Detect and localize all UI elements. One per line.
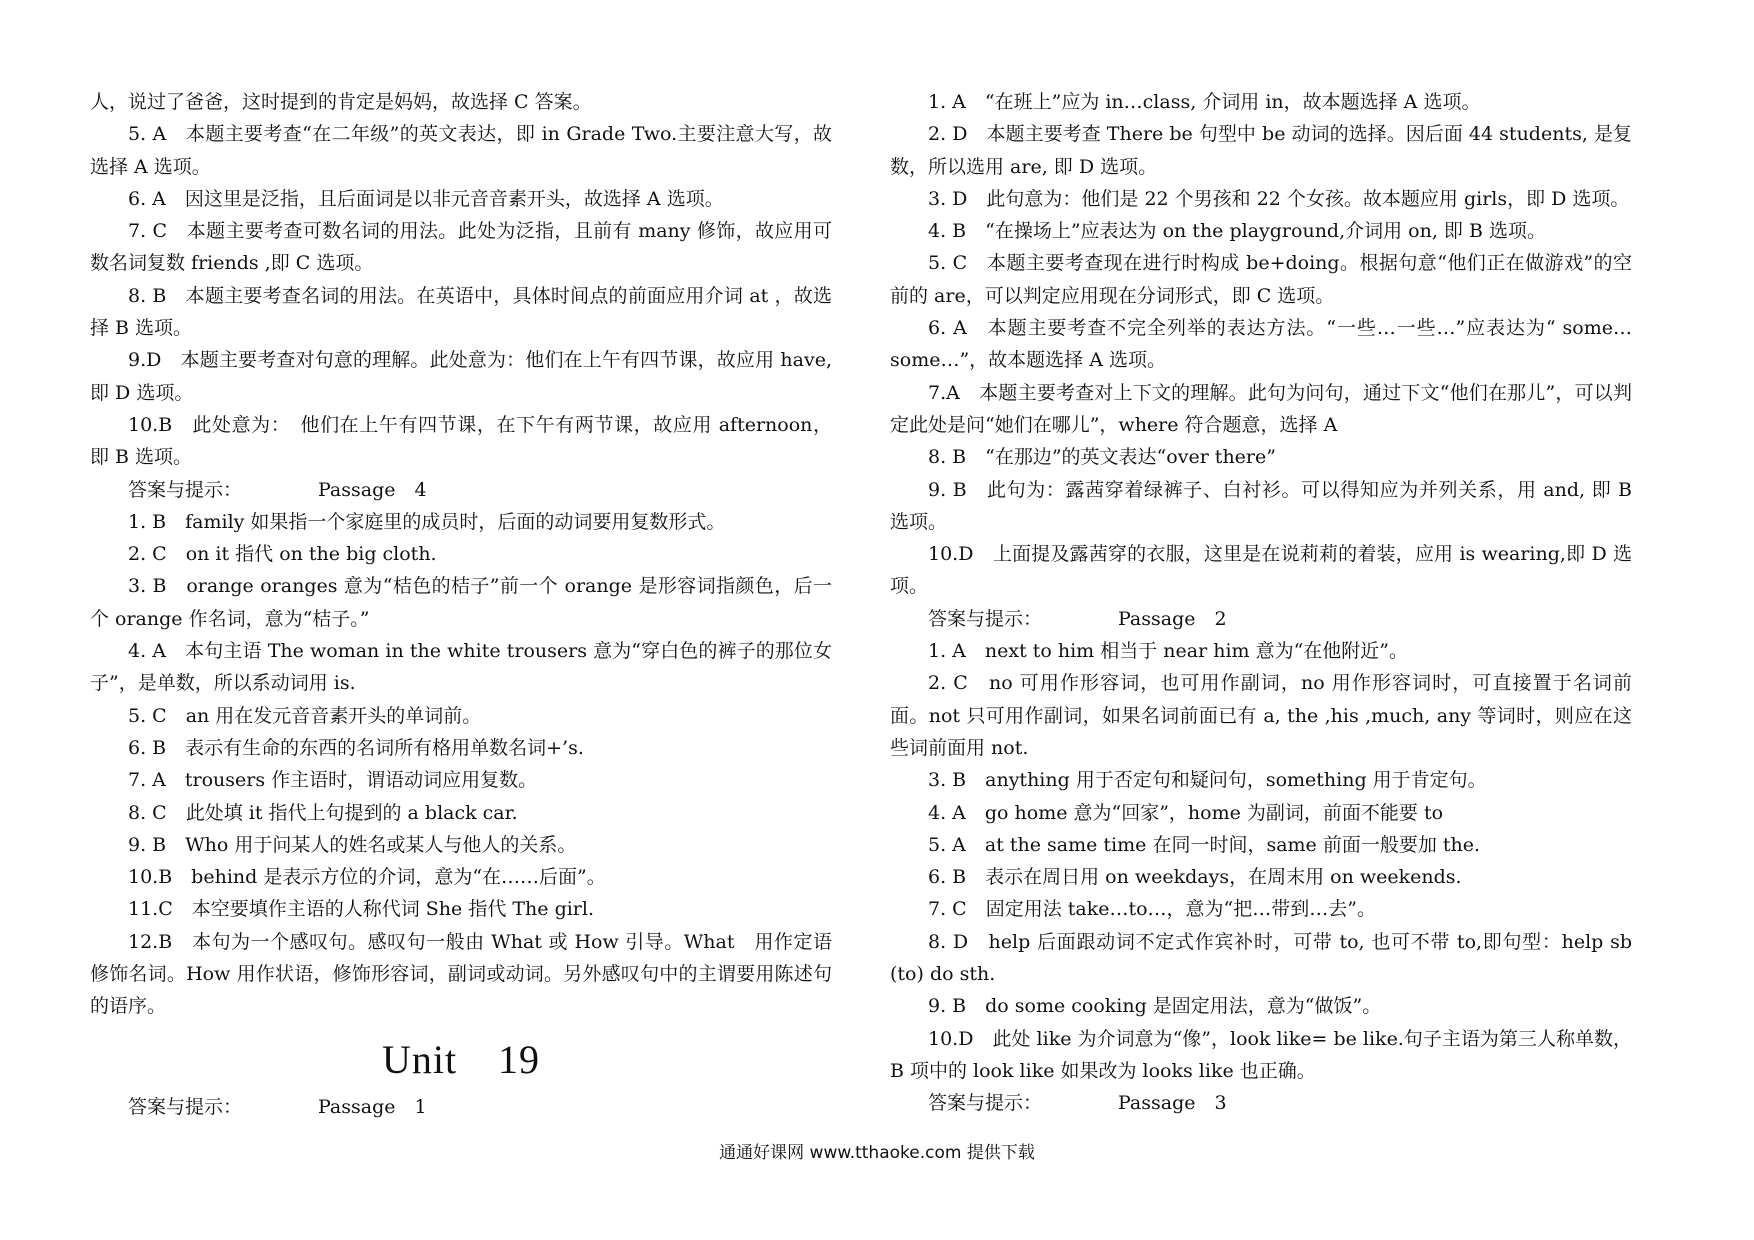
answer-paragraph: 3. D 此句意为：他们是 22 个男孩和 22 个女孩。故本题应用 girls，即 D 选项。 <box>928 187 1630 210</box>
left-answers-b <box>90 506 832 1023</box>
answer-paragraph: 9.D 本题主要考查对句意的理解。此处意为：他们在上午有四节课，故应用 have,即 D 选项。 <box>90 349 832 404</box>
answer-paragraph: 5. A at the same time 在同一时间，same 前面一般要加 the. <box>928 833 1481 856</box>
answer-paragraph: 9. B do some cooking 是固定用法，意为“做饭”。 <box>928 995 1382 1018</box>
answer-paragraph: 1. B family 如果指一个家庭里的成员时，后面的动词要用复数形式。 <box>128 510 726 533</box>
answer-paragraph: 8. D help 后面跟动词不定式作宾补时，可带 to, 也可不带 to,即句型：help sb (to) do sth. <box>890 930 1632 986</box>
answer-paragraph: 10.B 此处意为： 他们在上午有四节课，在下午有两节课，故应用 afternoon，即 B 选项。 <box>90 413 832 469</box>
answer-paragraph: 6. A 因这里是泛指，且后面词是以非元音音素开头，故选择 A 选项。 <box>128 187 724 210</box>
answer-paragraph: 3. B anything 用于否定句和疑问句，something 用于肯定句。 <box>928 769 1487 792</box>
answer-paragraph: 1. A next to him 相当于 near him 意为“在他附近”。 <box>928 640 1409 663</box>
answer-paragraph: 5. C 本题主要考查现在进行时构成 be+doing。根据句意“他们正在做游戏”的空前的 are，可以判定应用现在分词形式，即 C 选项。 <box>890 252 1632 307</box>
passage3-heading <box>890 1087 1632 1119</box>
answer-paragraph: 7. C 固定用法 take…to…，意为“把…带到…去”。 <box>928 898 1376 921</box>
answer-paragraph: 9. B 此句为：露茜穿着绿裤子、白衬衫。可以得知应为并列关系，用 and, 即 B 选项。 <box>890 478 1632 533</box>
answer-paragraph: 8. B 本题主要考查名词的用法。在英语中，具体时间点的前面应用介词 at ，故选择 B 选项。 <box>90 284 832 340</box>
left-column <box>90 86 832 1123</box>
answer-paragraph: 4. A 本句主语 The woman in the white trousers 意为“穿白色的裤子的那位女子”，是单数，所以系动词用 is. <box>90 640 832 695</box>
answer-hint-label: 答案与提示： <box>928 607 1043 630</box>
answer-paragraph: 5. C an 用在发元音音素开头的单词前。 <box>128 704 482 727</box>
answer-paragraph: 5. A 本题主要考查“在二年级”的英文表达，即 in Grade Two.主要注意大写，故选择 A 选项。 <box>90 123 832 178</box>
answer-paragraph: 6. A 本题主要考查不完全列举的表达方法。“一些…一些…”应表达为“ some…some…”，故本题选择 A 选项。 <box>890 317 1632 372</box>
answer-paragraph: 11.C 本空要填作主语的人称代词 She 指代 The girl. <box>128 898 595 921</box>
answer-paragraph: 7. A trousers 作主语时，谓语动词应用复数。 <box>128 769 538 792</box>
passage-title: Passage 1 <box>318 1095 427 1118</box>
right-answers-b <box>890 635 1632 1087</box>
answer-paragraph: 10.B behind 是表示方位的介词，意为“在……后面”。 <box>128 866 606 889</box>
answer-paragraph: 7. C 本题主要考查可数名词的用法。此处为泛指，且前有 many 修饰，故应用可数名词复数 friends ,即 C 选项。 <box>90 220 832 275</box>
passage4-heading <box>90 474 832 506</box>
answer-paragraph: 6. B 表示在周日用 on weekdays，在周末用 on weekends. <box>928 866 1462 889</box>
answer-paragraph: 人，说过了爸爸，这时提到的肯定是妈妈，故选择 C 答案。 <box>90 91 592 113</box>
answer-paragraph: 8. B “在那边”的英文表达“over there” <box>928 446 1276 469</box>
passage-title: Passage 3 <box>1118 1092 1227 1115</box>
passage2-heading <box>890 603 1632 635</box>
answer-paragraph: 12.B 本句为一个感叹句。感叹句一般由 What 或 How 引导。What 用作定语修饰名词。How 用作状语，修饰形容词，副词或动词。另外感叹句中的主谓要用陈述句的语序。 <box>90 930 832 1018</box>
answer-paragraph: 7.A 本题主要考查对上下文的理解。此句为问句，通过下文“他们在那儿”，可以判定此处是问“她们在哪儿”，where 符合题意，选择 A <box>890 381 1632 436</box>
answer-paragraph: 4. A go home 意为“回家”，home 为副词，前面不能要 to <box>928 801 1444 824</box>
answer-paragraph: 2. C no 可用作形容词，也可用作副词，no 用作形容词时，可直接置于名词前面。not 只可用作副词，如果名词前面已有 a, the ,his ,much, any 等词时，则应在这些词前面用 not. <box>890 672 1632 759</box>
answer-paragraph: 9. B Who 用于问某人的姓名或某人与他人的关系。 <box>128 833 577 856</box>
answer-paragraph: 3. B orange oranges 意为“桔色的桔子”前一个 orange 是形容词指颜色，后一个 orange 作名词，意为“桔子。” <box>90 575 832 630</box>
answer-paragraph: 2. C on it 指代 on the big cloth. <box>128 543 437 566</box>
answer-paragraph: 10.D 上面提及露茜穿的衣服，这里是在说莉莉的着装，应用 is wearing,即 D 选项。 <box>890 543 1632 598</box>
answer-hint-label: 答案与提示： <box>128 1095 243 1118</box>
answer-hint-label: 答案与提示： <box>928 1092 1043 1115</box>
right-column <box>890 86 1632 1120</box>
right-answers-a <box>890 86 1632 603</box>
answer-paragraph: 4. B “在操场上”应表达为 on the playground,介词用 on, 即 B 选项。 <box>928 220 1546 243</box>
page-footer: 通通好课网 www.tthaoke.com 提供下载 <box>719 1143 1035 1163</box>
unit-heading: Unit 19 <box>381 1036 541 1082</box>
passage-title: Passage 2 <box>1118 607 1227 630</box>
answer-paragraph: 10.D 此处 like 为介词意为“像”，look like= be like.句子主语为第三人称单数，B 项中的 look like 如果改为 looks like 也正确。 <box>890 1027 1632 1082</box>
answer-paragraph: 8. C 此处填 it 指代上句提到的 a black car. <box>128 801 518 824</box>
answer-paragraph: 1. A “在班上”应为 in…class, 介词用 in，故本题选择 A 选项。 <box>928 91 1481 113</box>
left-answers-a <box>90 86 832 474</box>
passage1-heading <box>90 1091 832 1123</box>
answer-hint-label: 答案与提示： <box>128 478 243 501</box>
answer-paragraph: 2. D 本题主要考查 There be 句型中 be 动词的选择。因后面 44 students, 是复数，所以选用 are, 即 D 选项。 <box>890 123 1632 178</box>
answer-paragraph: 6. B 表示有生命的东西的名词所有格用单数名词+’s. <box>128 736 584 759</box>
passage-title: Passage 4 <box>318 478 427 501</box>
